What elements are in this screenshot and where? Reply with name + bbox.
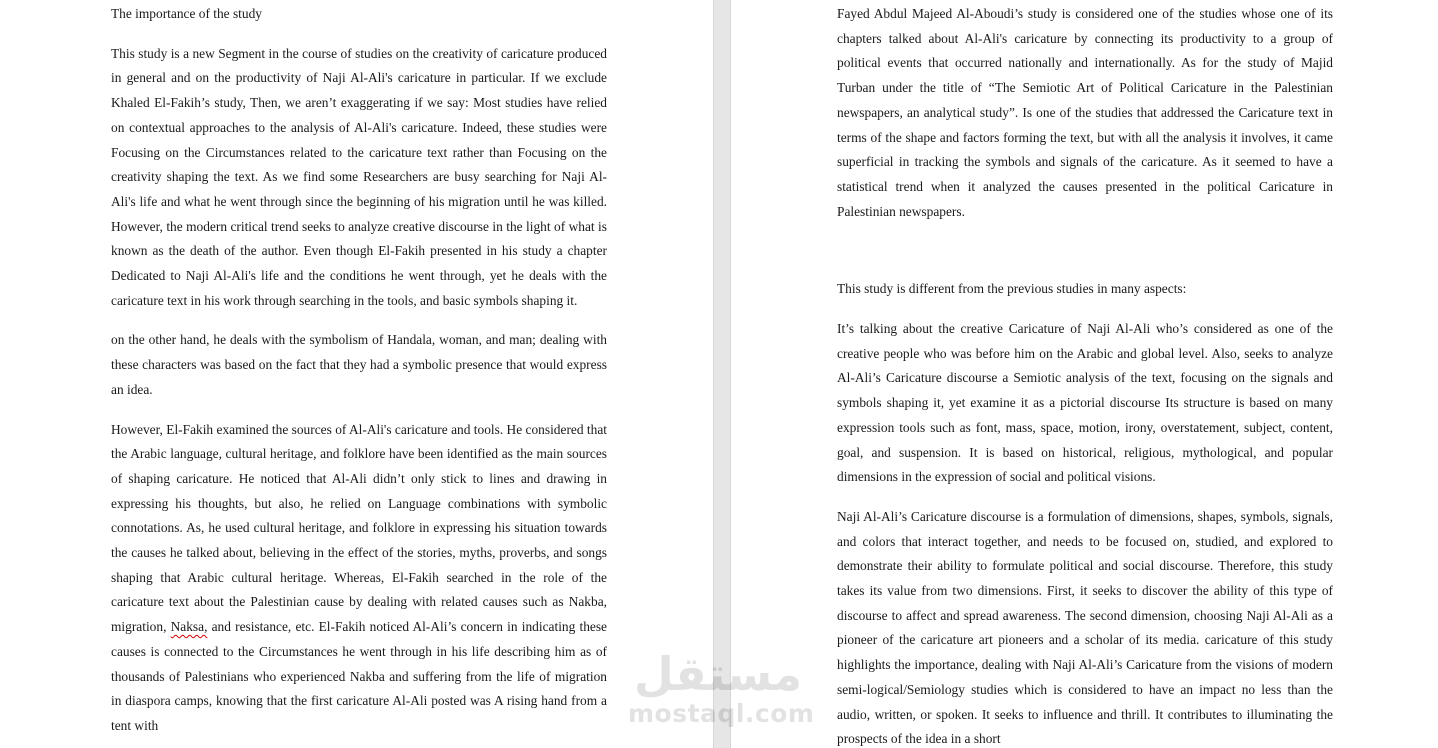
paragraph[interactable] bbox=[111, 418, 607, 739]
document-page-left bbox=[0, 0, 713, 748]
page-separator bbox=[713, 0, 731, 748]
section-heading-differences[interactable]: This study is different from the previous studies in many aspects: bbox=[837, 281, 1187, 297]
paragraph[interactable]: on the other hand, he deals with the symbolism of Handala, woman, and man; dealing with these characters was based on the fact that they had a symbolic presence that would express an idea. bbox=[111, 332, 607, 397]
section-heading-importance[interactable]: The importance of the study bbox=[111, 6, 262, 21]
document-page-right bbox=[731, 0, 1438, 748]
paragraph-text: and resistance, etc. El-Fakih noticed Al-Ali’s concern in indicating these causes is connected to the Circumstances he went through in his life describing him as of thousands of Palestinians who experienced Nakba and suffering from the life of migration in diaspora camps, knowing that the first caricature Al-Ali posted was A rising hand from a tent with bbox=[111, 619, 608, 733]
paragraph[interactable]: This study is a new Segment in the course of studies on the creativity of caricature produced in general and on the productivity of Naji Al-Ali's caricature in particular. If we exclude Khaled El-Fakih’s study, Then, we aren’t exaggerating if we say: Most studies have relied on contextual approaches to the analysis of Al-Ali's caricature. Indeed, these studies were Focusing on the Circumstances related to the caricature text rather than Focusing on the creativity shaping the text. As we find some Researchers are busy searching for Naji Al-Ali's life and what he went through since the beginning of his migration until he was killed. However, the modern critical trend seeks to analyze creative discourse in the light of what is known as the death of the author. Even though El-Fakih presented in his study a chapter Dedicated to Naji Al-Ali's life and the conditions he went through, yet he deals with the caricature text in his work through searching in the tools, and basic symbols shaping it. bbox=[111, 45, 607, 308]
paragraph[interactable]: Fayed Abdul Majeed Al-Aboudi’s study is considered one of the studies whose one of its chapters talked about Al-Ali's caricature by connecting its productivity to a group of political events that occurred nationally and internationally. As for the study of Majid Turban under the title of “The Semiotic Art of Political Caricature in the Palestinian newspapers, an analytical study”. Is one of the studies that addressed the Caricature text in terms of the shape and factors forming the text, but with all the analysis it involves, it came superficial in tracking the symbols and signals of the caricature. As it seemed to have a statistical trend when it analyzed the causes presented in the political Caricature in Palestinian newspapers. bbox=[837, 6, 1333, 219]
paragraph-text: However, El-Fakih examined the sources of Al-Ali's caricature and tools. He considered that the Arabic language, cultural heritage, and folklore have been identified as the main sources of shaping caricature. He noticed that Al-Ali didn’t only stick to lines and drawing in expressing his thoughts, but also, he relied on Language combinations with symbolic connotations. As, he used cultural heritage, and folklore in expressing his situation towards the causes he talked about, believing in the effect of the stories, myths, proverbs, and songs shaping that Arabic cultural heritage. Whereas, El-Fakih searched in the role of the caricature text about the Palestinian cause by dealing with related causes such as Nakba, migration, bbox=[111, 421, 607, 635]
paragraph[interactable]: Naji Al-Ali’s Caricature discourse is a formulation of dimensions, shapes, symbols, signals, and colors that interact together, and needs to be focused on, studied, and explored to demonstrate their ability to formulate political and social discourse. Therefore, this study takes its value from two dimensions. First, it seeks to discover the ability of this type of discourse to affect and spread awareness. The second dimension, choosing Naji Al-Ali as a pioneer of the caricature art pioneers and a scholar of its media. caricature of this study highlights the importance, dealing with Naji Al-Ali’s Caricature from the visions of modern semi-logical/Semiology studies which is considered to have an impact no less than the audio, written, or spoken. It seeks to influence and thrill. It contributes to illuminating the prospects of the idea in a short bbox=[837, 508, 1333, 747]
spelling-flagged-word[interactable]: Naksa, bbox=[170, 619, 208, 635]
page-left-text bbox=[111, 2, 607, 739]
page-right-text bbox=[837, 2, 1333, 748]
paragraph[interactable]: It’s talking about the creative Caricature of Naji Al-Ali who’s considered as one of the creative people who was before him on the Arabic and global level. Also, seeks to analyze Al-Ali’s Caricature discourse a Semiotic analysis of the text, focusing on the signals and symbols shaping it, yet examine it as a pictorial discourse Its structure is based on many expression tools such as font, mass, space, motion, irony, overstatement, subject, content, goal, and suspension. It is based on historical, religious, mythological, and popular dimensions in the expression of social and political visions. bbox=[837, 321, 1333, 485]
